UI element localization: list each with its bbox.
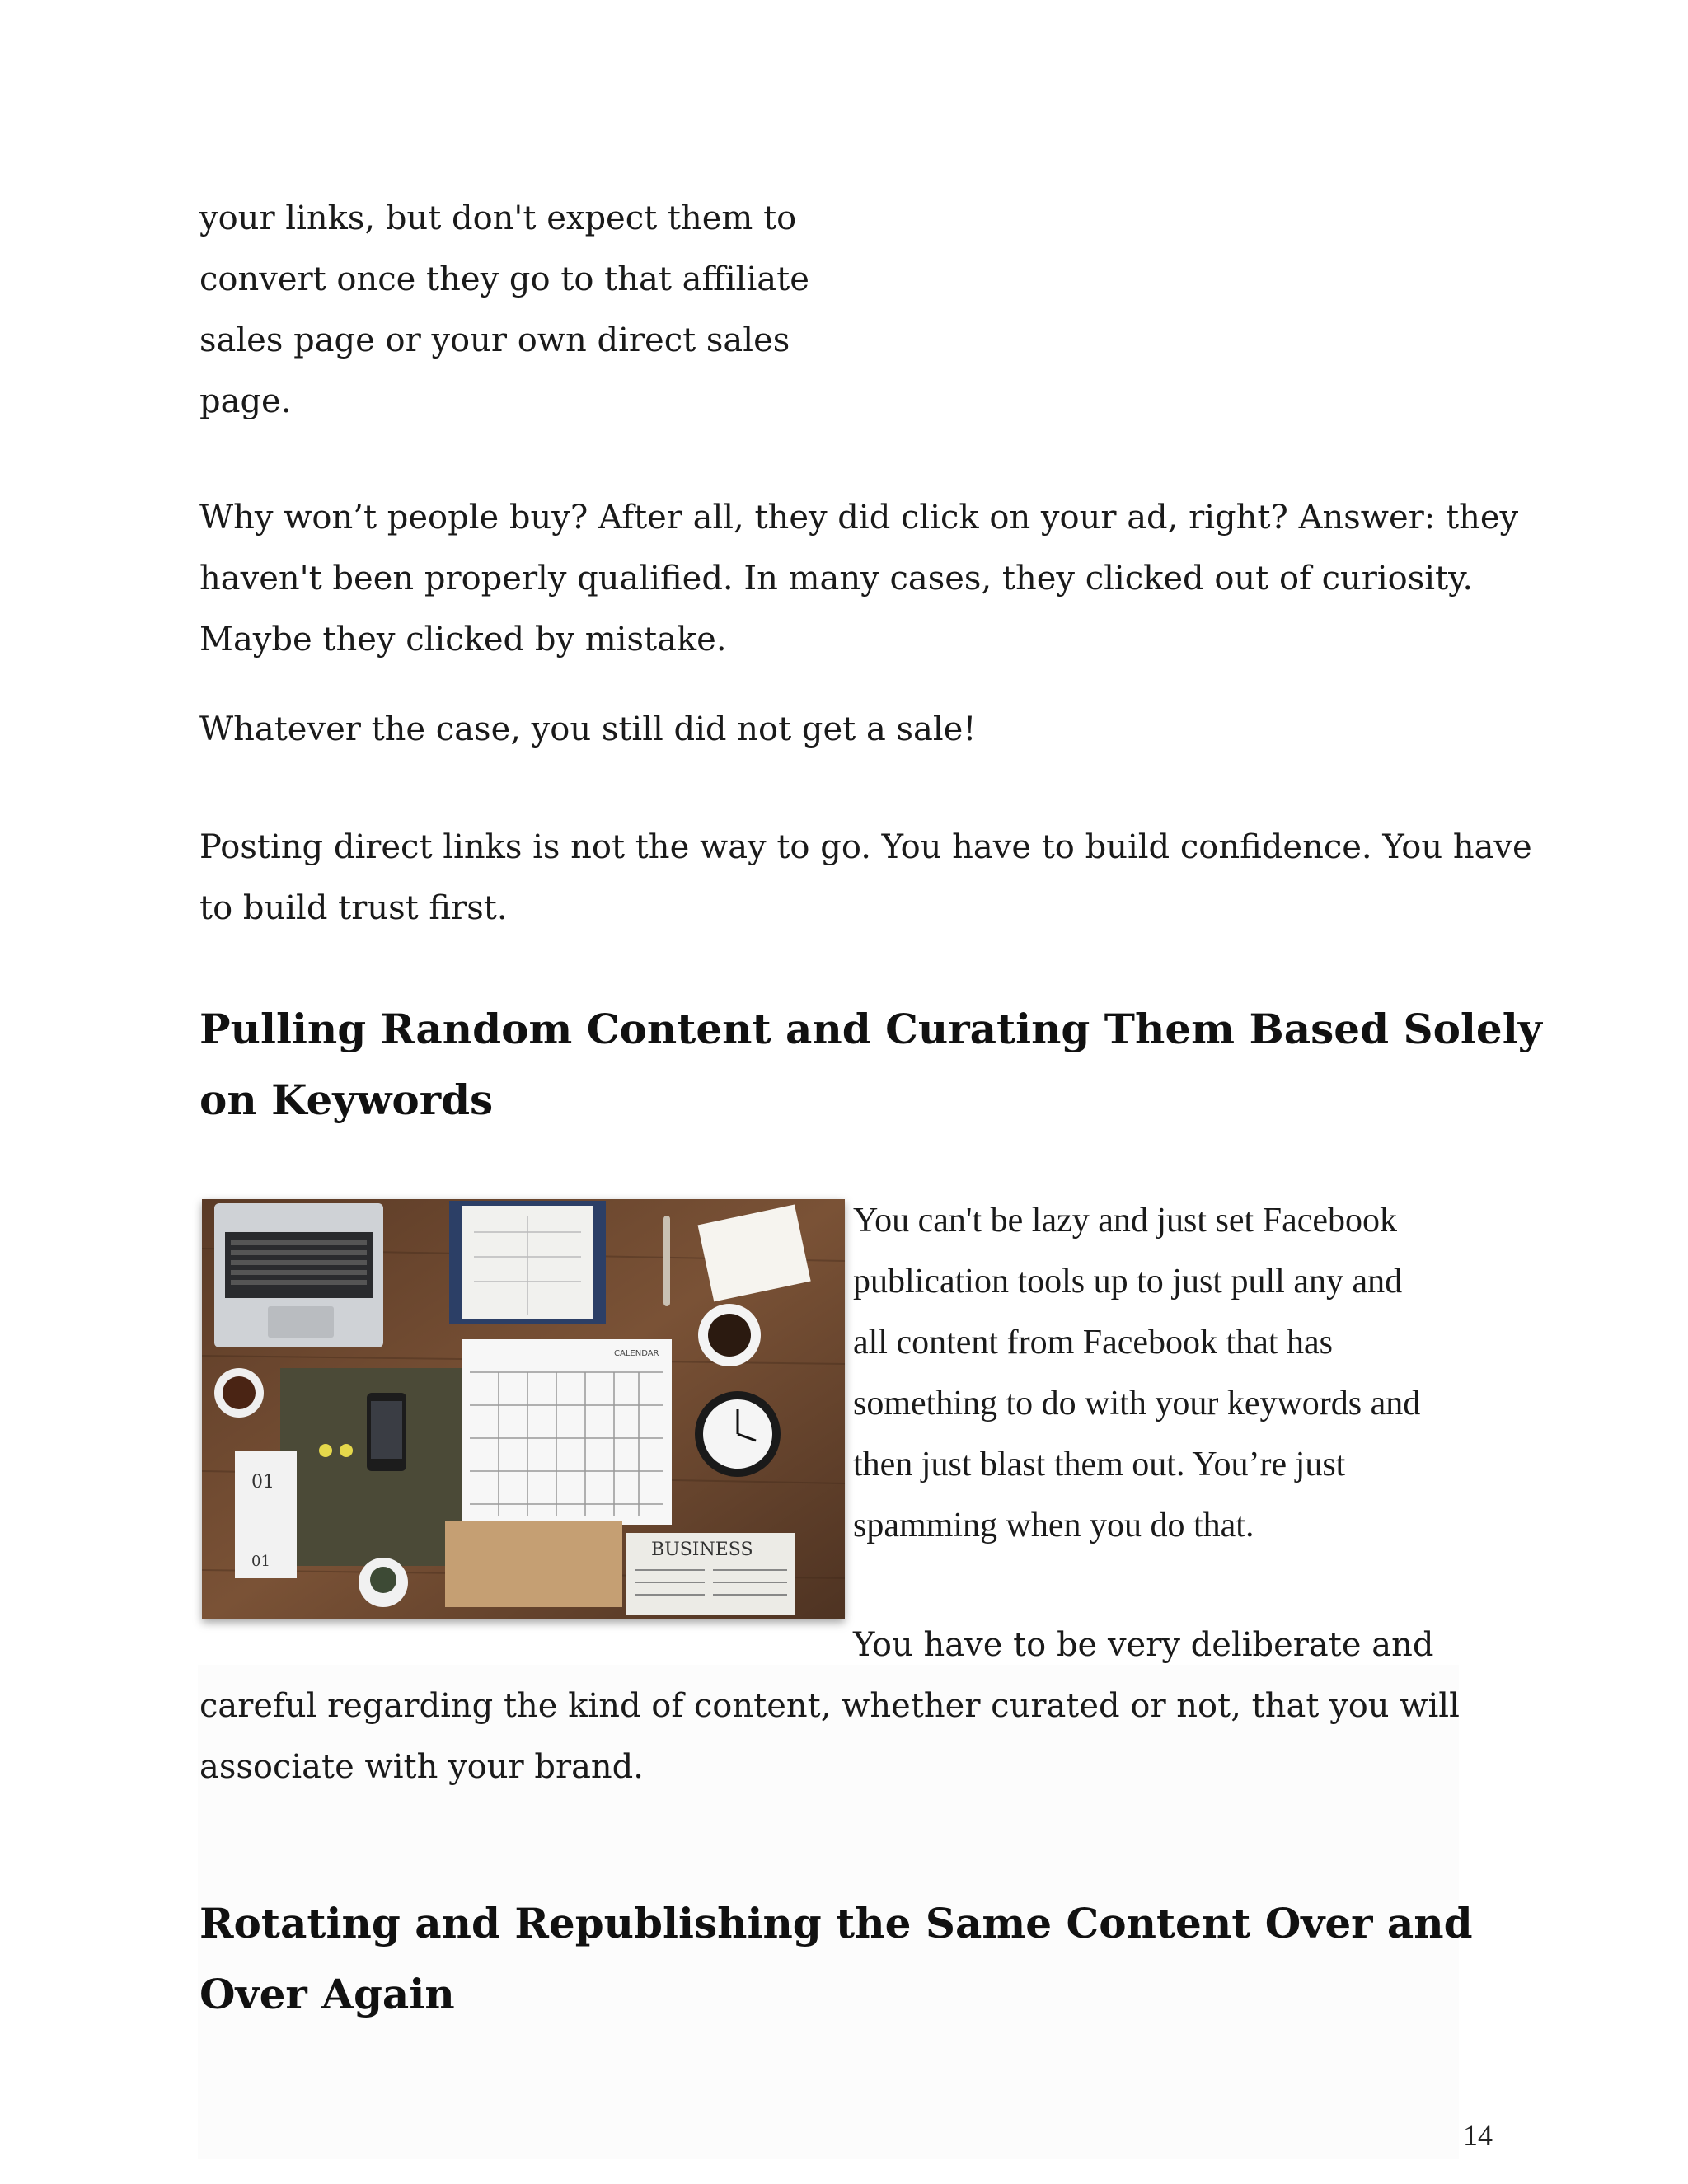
paragraph-links xyxy=(199,188,809,432)
card-label: 01 xyxy=(251,1472,274,1493)
paragraph-posting xyxy=(199,817,1532,939)
text-line: then just blast them out. You’re just xyxy=(853,1446,1346,1483)
text-line: haven't been properly qualified. In many cases, they clicked out of curiosity. xyxy=(199,560,1474,598)
text-line: spamming when you do that. xyxy=(853,1507,1254,1544)
text-line: You can't be lazy and just set Facebook xyxy=(853,1202,1398,1240)
desk-flatlay-photo xyxy=(202,1199,845,1619)
heading-line: on Keywords xyxy=(199,1076,494,1124)
paragraph-why xyxy=(199,487,1518,670)
text-line: sales page or your own direct sales xyxy=(199,321,790,359)
text-line: page. xyxy=(199,382,292,420)
card-label: 01 xyxy=(251,1553,270,1570)
text-line: Maybe they clicked by mistake. xyxy=(199,621,727,658)
text-line: You have to be very deliberate and xyxy=(853,1626,1434,1664)
section-heading-rotating xyxy=(199,1888,1473,2030)
text-line: to build trust first. xyxy=(199,889,508,927)
text-line: associate with your brand. xyxy=(199,1748,645,1786)
section-heading-pulling xyxy=(199,994,1542,1136)
paragraph-lazy xyxy=(853,1190,1420,1556)
calendar-title: CALENDAR xyxy=(614,1349,659,1358)
text-line: Whatever the case, you still did not get a sale! xyxy=(199,710,977,748)
paragraph-whatever xyxy=(199,699,976,760)
text-line: Posting direct links is not the way to go. You have to build confidence. You have xyxy=(199,828,1532,866)
text-line: Why won’t people buy? After all, they did click on your ad, right? Answer: they xyxy=(199,499,1519,537)
paragraph-deliberate xyxy=(199,1615,1460,1797)
newspaper-title: BUSINESS xyxy=(651,1540,753,1560)
heading-line: Rotating and Republishing the Same Content Over and xyxy=(199,1899,1473,1947)
text-line: convert once they go to that affiliate xyxy=(199,260,809,298)
text-line: something to do with your keywords and xyxy=(853,1385,1421,1422)
text-line: publication tools up to just pull any and xyxy=(853,1263,1403,1301)
text-line: all content from Facebook that has xyxy=(853,1324,1333,1361)
text-line: careful regarding the kind of content, whether curated or not, that you will xyxy=(199,1687,1460,1725)
heading-line: Pulling Random Content and Curating Them Based Solely xyxy=(199,1005,1542,1053)
text-line: your links, but don't expect them to xyxy=(199,199,797,237)
heading-line: Over Again xyxy=(199,1970,455,2018)
page-number: 14 xyxy=(1463,2119,1493,2152)
